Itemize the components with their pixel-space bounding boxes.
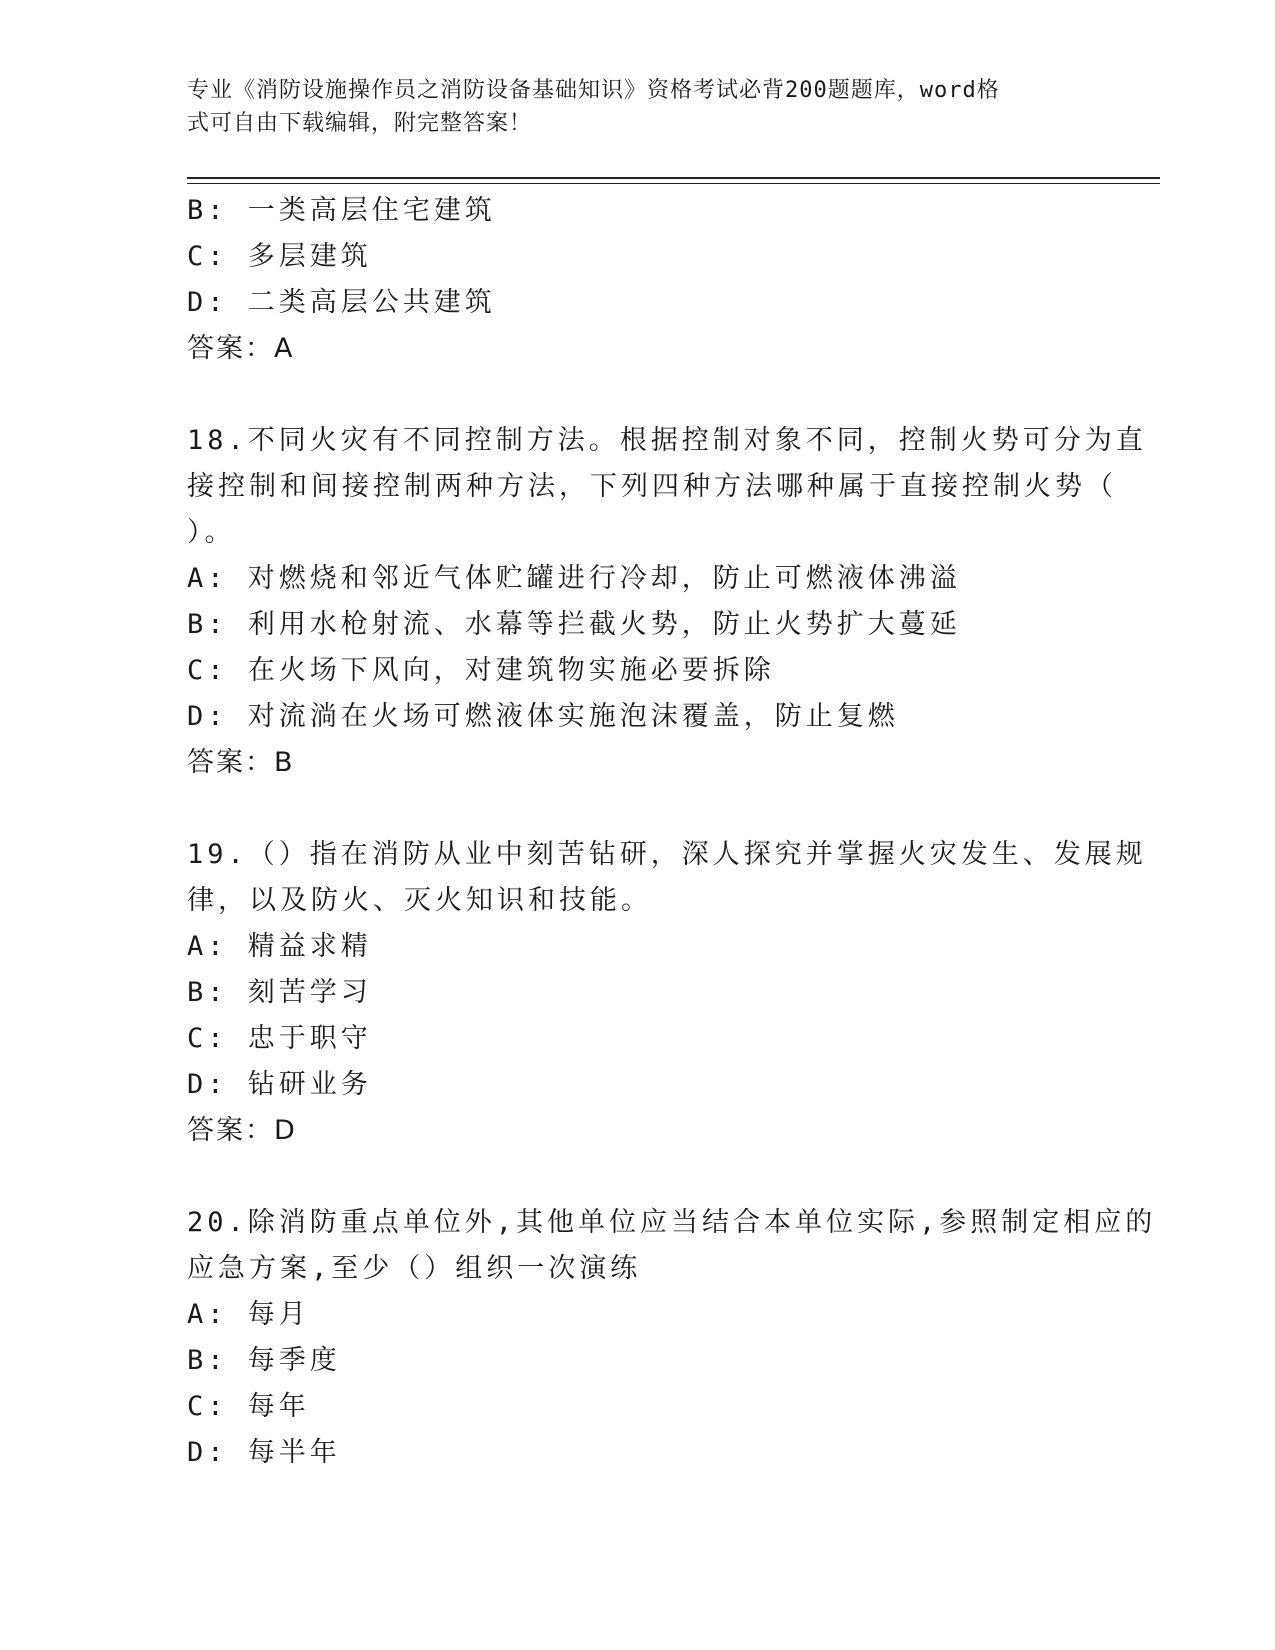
answer: 答案：A [187, 333, 295, 364]
option-d: D: 二类高层公共建筑 [187, 287, 496, 318]
question-17 [187, 188, 1087, 372]
option-a: A: 精益求精 [187, 931, 372, 962]
question-text-line: 18.不同火灾有不同控制方法。根据控制对象不同，控制火势可分为直 [187, 425, 1147, 456]
document-header [187, 74, 1067, 140]
option-b: B: 一类高层住宅建筑 [187, 195, 496, 226]
question-text-line: 20.除消防重点单位外,其他单位应当结合本单位实际,参照制定相应的 [187, 1207, 1157, 1238]
option-a: A: 每月 [187, 1299, 310, 1330]
question-20 [187, 1200, 1157, 1476]
option-c: C: 忠于职守 [187, 1023, 372, 1054]
question-text-line: 接控制和间接控制两种方法，下列四种方法哪种属于直接控制火势（ [187, 471, 1117, 502]
option-a: A: 对燃烧和邻近气体贮罐进行冷却，防止可燃液体沸溢 [187, 563, 961, 594]
option-d: D: 对流淌在火场可燃液体实施泡沫覆盖，防止复燃 [187, 701, 899, 732]
option-b: B: 刻苦学习 [187, 977, 372, 1008]
option-d: D: 钻研业务 [187, 1069, 372, 1100]
option-b: B: 利用水枪射流、水幕等拦截火势，防止火势扩大蔓延 [187, 609, 961, 640]
header-line-1: 专业《消防设施操作员之消防设备基础知识》资格考试必背200题题库，word格 [187, 78, 1000, 103]
question-text-line: ）。 [187, 517, 236, 548]
question-text-line: 19.（）指在消防从业中刻苦钻研，深人探究并掌握火灾发生、发展规 [187, 839, 1147, 870]
question-text-line: 应急方案,至少（）组织一次演练 [187, 1253, 642, 1284]
option-c: C: 每年 [187, 1391, 310, 1422]
answer: 答案：B [187, 747, 295, 778]
option-b: B: 每季度 [187, 1345, 341, 1376]
option-c: C: 多层建筑 [187, 241, 372, 272]
question-text-line: 律，以及防火、灭火知识和技能。 [187, 885, 652, 916]
question-19 [187, 832, 1147, 1154]
question-18 [187, 418, 1147, 786]
header-line-2: 式可自由下载编辑，附完整答案！ [187, 111, 533, 136]
option-d: D: 每半年 [187, 1437, 341, 1468]
option-c: C: 在火场下风向，对建筑物实施必要拆除 [187, 655, 775, 686]
header-divider [187, 177, 1160, 184]
question-list [187, 188, 1157, 1476]
answer: 答案：D [187, 1115, 297, 1146]
